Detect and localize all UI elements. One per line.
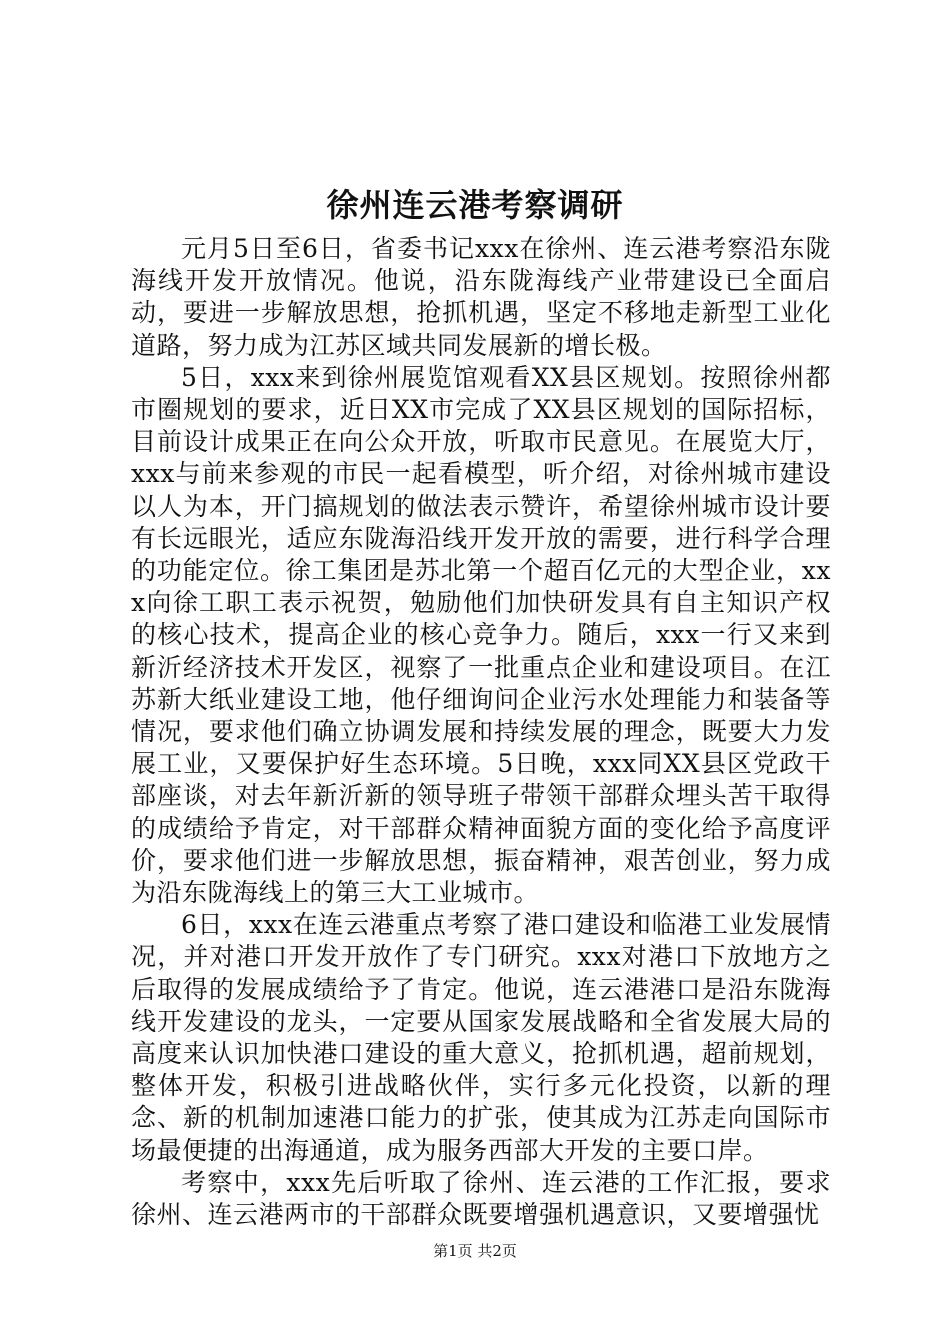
document-title: 徐州连云港考察调研 (326, 186, 624, 224)
paragraph: 元月5日至6日，省委书记xxx在徐州、连云港考察沿东陇海线开发开放情况。他说，沿东陇海线产业带建设已全面启动，要进一步解放思想，抢抓机遇，坚定不移地走新型工业化道路，努力成为江苏区域共同发展新的增长极。 (131, 234, 831, 360)
paragraph: 考察中，xxx先后听取了徐州、连云港的工作汇报，要求徐州、连云港两市的干部群众既要增强机遇意识，又要增强忧 (131, 1167, 831, 1230)
paragraph: 6日，xxx在连云港重点考察了港口建设和临港工业发展情况，并对港口开发开放作了专门研究。xxx对港口下放地方之后取得的发展成绩给予了肯定。他说，连云港港口是沿东陇海线开发建设的龙头，一定要从国家发展战略和全省发展大局的高度来认识加快港口建设的重大意义，抢抓机遇，超前规划，整体开发，积极引进战略伙伴，实行多元化投资，以新的理念、新的机制加速港口能力的扩张，使其成为江苏走向国际市场最便捷的出海通道，成为服务西部大开发的主要口岸。 (131, 910, 831, 1165)
page-number-footer: 第1页 共2页 (433, 1242, 517, 1260)
document-body (131, 233, 831, 1231)
paragraph: 5日，xxx来到徐州展览馆观看XX县区规划。按照徐州都市圈规划的要求，近日XX市完成了XX县区规划的国际招标，目前设计成果正在向公众开放，听取市民意见。在展览大厅，xxx与前来参观的市民一起看模型，听介绍，对徐州城市建设以人为本，开门搞规划的做法表示赞许，希望徐州城市设计要有长远眼光，适应东陇海沿线开发开放的需要，进行科学合理的功能定位。徐工集团是苏北第一个超百亿元的大型企业，xxx向徐工职工表示祝贺，勉励他们加快研发具有自主知识产权的核心技术，提高企业的核心竞争力。随后，xxx一行又来到新沂经济技术开发区，视察了一批重点企业和建设项目。在江苏新大纸业建设工地，他仔细询问企业污水处理能力和装备等情况，要求他们确立协调发展和持续发展的理念，既要大力发展工业，又要保护好生态环境。5日晚，xxx同XX县区党政干部座谈，对去年新沂新的领导班子带领干部群众埋头苦干取得的成绩给予肯定，对干部群众精神面貌方面的变化给予高度评价，要求他们进一步解放思想，振奋精神，艰苦创业，努力成为沿东陇海线上的第三大工业城市。 (131, 362, 831, 908)
